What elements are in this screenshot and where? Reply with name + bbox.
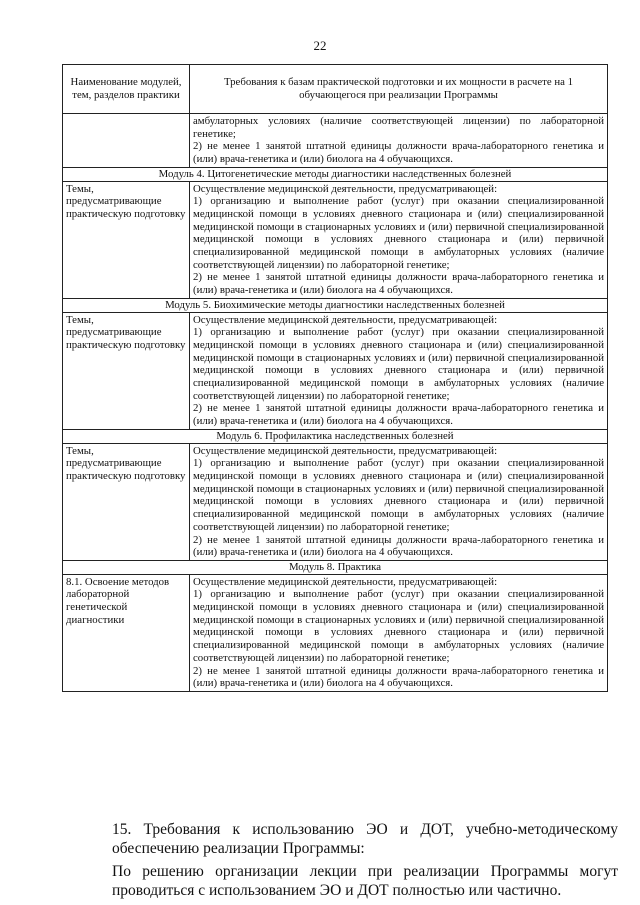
page-number: 22 [313,38,327,53]
requirements-item-2: 2) не менее 1 занятой штатной единицы должности врача-лабораторного генетика и (или) врача-генетика и (или) биолога на 4 обучающихся. [193,664,604,690]
module-title-row [63,298,608,312]
topic-cell: Темы, предусматривающие практическую подготовку [63,443,190,560]
requirements-intro: Осуществление медицинской деятельности, предусматривающей: [193,313,498,326]
requirements-intro: Осуществление медицинской деятельности, предусматривающей: [193,182,498,195]
module-title: Модуль 8. Практика [63,560,608,574]
continuation-text-cell [190,114,608,168]
topic-cell: Темы, предусматривающие практическую подготовку [63,181,190,298]
requirements-item-2: 2) не менее 1 занятой штатной единицы должности врача-лабораторного генетика и (или) врача-генетика и (или) биолога на 4 обучающихся. [193,271,604,297]
requirements-cell [190,574,608,691]
module-title: Модуль 4. Цитогенетические методы диагностики наследственных болезней [63,167,608,181]
table-header-row [63,65,608,114]
requirements-cell [190,443,608,560]
requirements-item-1: 1) организацию и выполнение работ (услуг) при оказании специализированной медицинской помощи в условиях дневного стационара и (или) специализированной медицинской помощи в стационарных условиях и (или) первичной специализированной медицинской помощи в условиях дневного стационара и (или) первичной специализированной медицинской помощи в амбулаторных условиях (наличие соответствующей лицензии) по лабораторной генетике; [193,195,604,271]
requirements-cell [190,181,608,298]
continuation-text-1: амбулаторных условиях (наличие соответствующей лицензии) по лабораторной генетике; [193,115,604,140]
module-title: Модуль 5. Биохимические методы диагностики наследственных болезней [63,298,608,312]
requirements-table [62,64,608,692]
requirements-intro: Осуществление медицинской деятельности, предусматривающей: [193,575,498,588]
requirements-item-1: 1) организацию и выполнение работ (услуг) при оказании специализированной медицинской помощи в условиях дневного стационара и (или) специализированной медицинской помощи в стационарных условиях и (или) первичной специализированной медицинской помощи в условиях дневного стационара и (или) первичной специализированной медицинской помощи в амбулаторных условиях (наличие соответствующей лицензии) по лабораторной генетике; [193,588,604,664]
module-content-row [63,574,608,691]
module-title-row [63,429,608,443]
section-15-paragraph [88,862,618,900]
module-title-row [63,560,608,574]
header-col-requirements: Требования к базам практической подготовки и их мощности в расчете на 1 обучающегося при реализации Программы [190,65,608,114]
module-title: Модуль 6. Профилактика наследственных болезней [63,429,608,443]
module-content-row [63,443,608,560]
requirements-cell [190,312,608,429]
continuation-row [63,114,608,168]
topic-cell: Темы, предусматривающие практическую подготовку [63,312,190,429]
module-content-row [63,181,608,298]
module-content-row [63,312,608,429]
header-col-topics: Наименование модулей, тем, разделов практики [63,65,190,114]
section-15-heading [88,820,618,858]
requirements-item-1: 1) организацию и выполнение работ (услуг) при оказании специализированной медицинской помощи в условиях дневного стационара и (или) специализированной медицинской помощи в стационарных условиях и (или) первичной специализированной медицинской помощи в условиях дневного стационара и (или) первичной специализированной медицинской помощи в амбулаторных условиях (наличие соответствующей лицензии) по лабораторной генетике; [193,457,604,533]
continuation-topic-cell [63,114,190,168]
continuation-text-2: 2) не менее 1 занятой штатной единицы должности врача-лабораторного генетика и (или) врача-генетика и (или) биолога на 4 обучающихся. [193,140,604,166]
section-15-heading-text: 15. Требования к использованию ЭО и ДОТ, учебно-методическому обеспечению реализации Программы: [112,821,618,857]
requirements-item-2: 2) не менее 1 занятой штатной единицы должности врача-лабораторного генетика и (или) врача-генетика и (или) биолога на 4 обучающихся. [193,533,604,559]
module-title-row [63,167,608,181]
requirements-item-1: 1) организацию и выполнение работ (услуг) при оказании специализированной медицинской помощи в условиях дневного стационара и (или) специализированной медицинской помощи в стационарных условиях и (или) первичной специализированной медицинской помощи в условиях дневного стационара и (или) первичной специализированной медицинской помощи в амбулаторных условиях (наличие соответствующей лицензии) по лабораторной генетике; [193,326,604,402]
requirements-intro: Осуществление медицинской деятельности, предусматривающей: [193,444,498,457]
requirements-item-2: 2) не менее 1 занятой штатной единицы должности врача-лабораторного генетика и (или) врача-генетика и (или) биолога на 4 обучающихся. [193,402,604,428]
topic-cell: 8.1. Освоение методов лабораторной генетической диагностики [63,574,190,691]
section-15-paragraph-text: По решению организации лекции при реализации Программы могут проводиться с использованием ЭО и ДОТ полностью или частично. [112,863,618,899]
